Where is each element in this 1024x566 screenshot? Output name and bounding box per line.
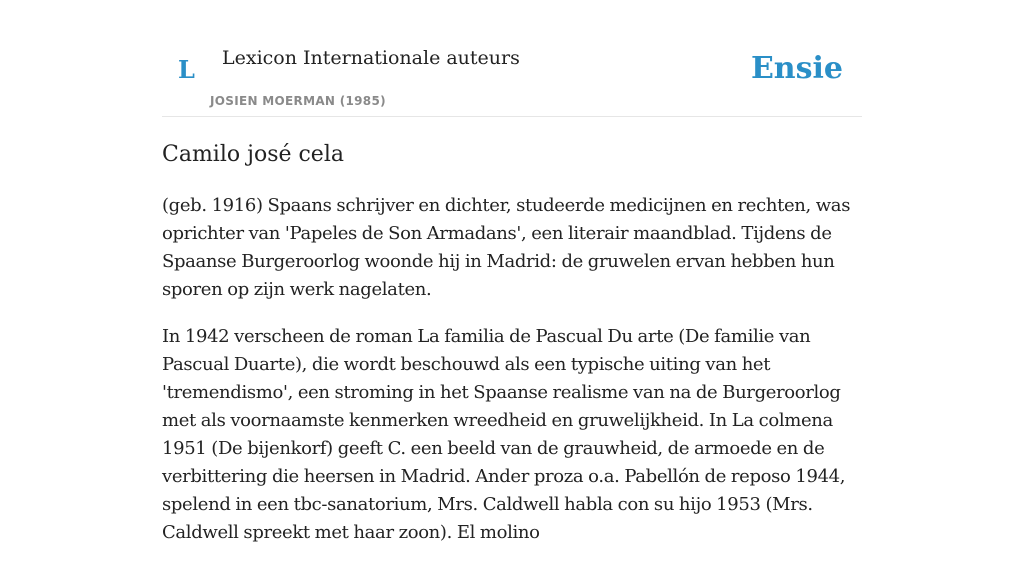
brand-logo[interactable]: Ensie <box>750 51 843 86</box>
entry-body <box>162 192 864 566</box>
book-title[interactable]: Lexicon Internationale auteurs <box>222 47 520 69</box>
entry-title: Camilo josé cela <box>162 142 344 167</box>
entry-paragraph: In 1942 verscheen de roman La familia de Pascual Du arte (De familie van Pascual Duarte), die wordt beschouwd als een typische uiting van het 'tremendismo', een stroming in het Spaanse realisme van na de Burgeroorlog met als voornaamste kenmerken wreedheid en gruwelijkheid. In La colmena 1951 (De bijenkorf) geeft C. een beeld van de grauwheid, de armoede en de verbittering die heersen in Madrid. Ander proza o.a. Pabellón de reposo 1944, spelend in een tbc-sanatorium, Mrs. Caldwell habla con su hijo 1953 (Mrs. Caldwell spreekt met haar zoon). El molino <box>162 326 846 543</box>
header <box>162 0 862 117</box>
book-logo-letter[interactable]: L <box>178 55 195 84</box>
entry-paragraph: (geb. 1916) Spaans schrijver en dichter, studeerde medicijnen en rechten, was oprichter van 'Papeles de Son Armadans', een literair maandblad. Tijdens de Spaanse Burgeroorlog woonde hij in Madrid: de gruwelen ervan hebben hun sporen op zijn werk nagelaten. <box>162 195 851 300</box>
book-author: JOSIEN MOERMAN (1985) <box>210 94 386 108</box>
